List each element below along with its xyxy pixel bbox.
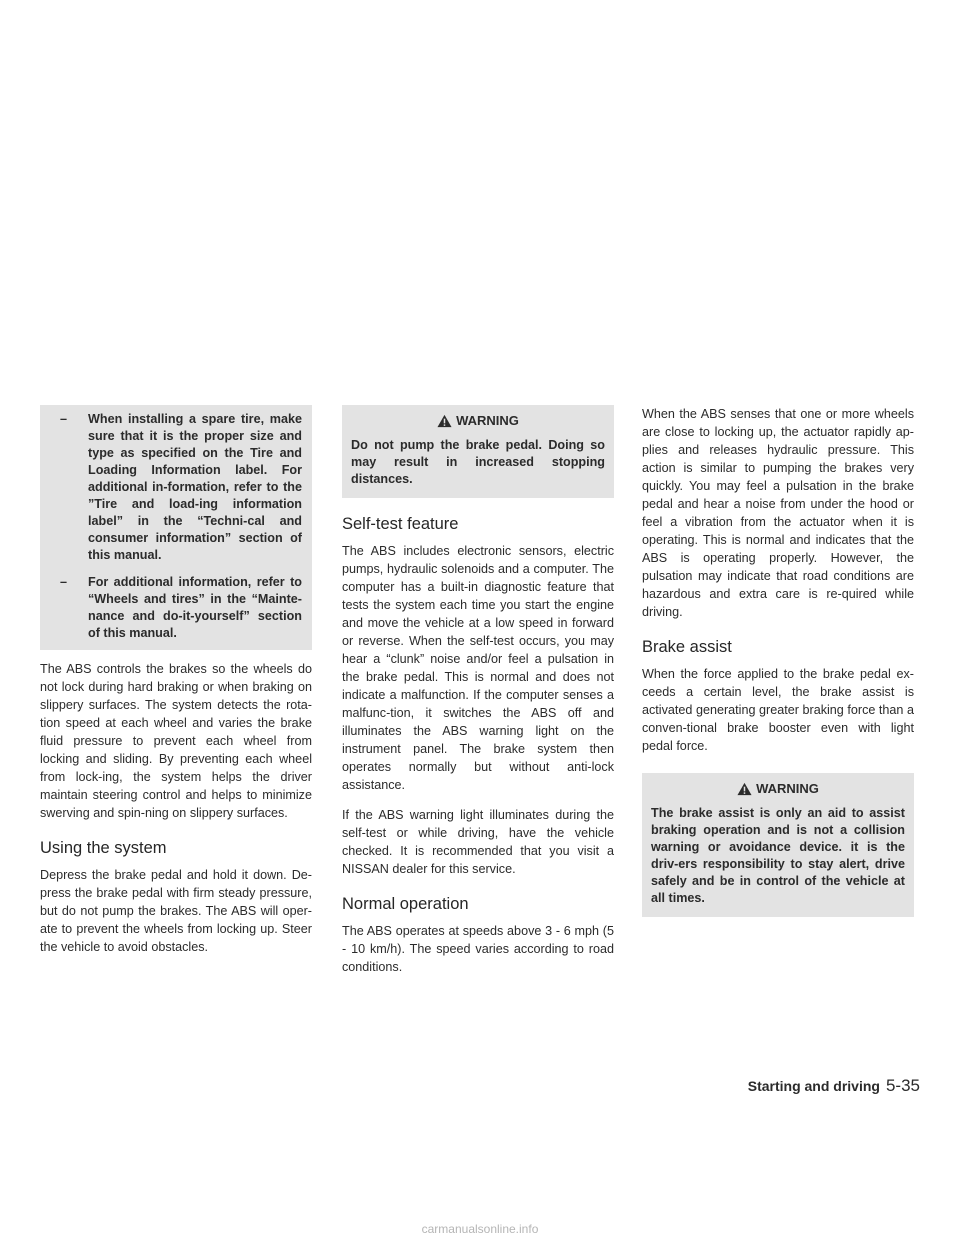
column-right [642,405,914,929]
abs-actuator-paragraph: When the ABS senses that one or more wheels are close to locking up, the actuator rapidly ap-plies and releases hydraulic pressure. This action is similar to pumping the brakes very quickly. You may feel a pulsation in the brake pedal and hear a noise from under the hood or feel a vibration from the actuator when it is operating. This is normal and indicates that the ABS is operating properly. However, the pulsation may indicate that road conditions are hazardous and extra care is re-quired while driving. [642,407,914,619]
warning-box [342,405,614,498]
warning-box [642,773,914,917]
abs-intro-paragraph: The ABS controls the brakes so the wheels do not lock during hard braking or when braking on slippery surfaces. The system detects the rota-tion speed at each wheel and varies the brake fluid pressure to prevent each wheel from locking and sliding. By preventing each wheel from lock-ing, the system helps the driver maintain steering control and helps to minimize swerving and spin-ning on slippery surfaces. [40,662,312,820]
normal-operation-paragraph: The ABS operates at speeds above 3 - 6 mph (5 - 10 km/h). The speed varies according to road conditions. [342,924,614,974]
using-system-paragraph: Depress the brake pedal and hold it down. De-press the brake pedal with firm steady pressure, but do not pump the brakes. The ABS will oper-ate to prevent the wheels from locking up. Steer the vehicle to avoid obstacles. [40,868,312,954]
warning-header [351,413,605,429]
caution-list [40,405,312,650]
warning-triangle-icon [437,414,452,428]
page-number: 5-35 [885,1076,920,1095]
warning-triangle-icon [737,782,752,796]
dash-bullet: – [60,575,68,589]
warning-text: The brake assist is only an aid to assist braking operation and is not a collision warning or avoidance device. it is the driv-ers responsibility to stay alert, drive safely and be in control of the vehicle at all times. [651,806,905,905]
column-middle [342,405,614,988]
list-item-text: When installing a spare tire, make sure that it is the proper size and type as specified on the Tire and Loading Information label. For additional in-formation, refer to the ”Tire and load-ing information label” in the “Techni-cal and consumer information” section of this manual. [88,412,302,562]
brake-assist-paragraph: When the force applied to the brake pedal ex-ceeds a certain level, the brake assist is activated generating greater braking force than a conven-tional brake booster even with light pedal force. [642,667,914,753]
warning-title: WARNING [456,413,519,428]
self-test-paragraph: The ABS includes electronic sensors, electric pumps, hydraulic solenoids and a computer. The computer has a built-in diagnostic feature that tests the system each time you start the engine and move the vehicle at a low speed in forward or reverse. When the self-test occurs, you may hear a “clunk” noise and/or feel a pulsation in the brake pedal. This is normal and does not indicate a malfunction. If the computer senses a malfunc-tion, it switches the ABS off and illuminates the ABS warning light on the instrument panel. The brake system then operates normally but without anti-lock assistance. [342,544,614,792]
heading-normal-operation: Normal operation [342,895,469,913]
list-item-text: For additional information, refer to “Wheels and tires” in the “Mainte-nance and do-it-yourself” section of this manual. [88,575,302,640]
heading-using-the-system: Using the system [40,839,167,857]
warning-light-paragraph: If the ABS warning light illuminates during the self-test or while driving, have the vehicle checked. It is recommended that you visit a NISSAN dealer for this service. [342,808,614,876]
page-footer [732,1076,920,1096]
dash-bullet: – [60,412,68,426]
warning-title: WARNING [756,781,819,796]
column-left [40,405,312,968]
heading-brake-assist: Brake assist [642,638,732,656]
heading-self-test-feature: Self-test feature [342,515,459,533]
warning-text: Do not pump the brake pedal. Doing so may result in increased stopping distances. [351,438,605,486]
list-item [40,574,312,642]
footer-section-title: Starting and driving [747,1078,880,1094]
watermark: carmanualsonline.info [421,1222,539,1236]
warning-header [651,781,905,797]
list-item [40,411,312,564]
